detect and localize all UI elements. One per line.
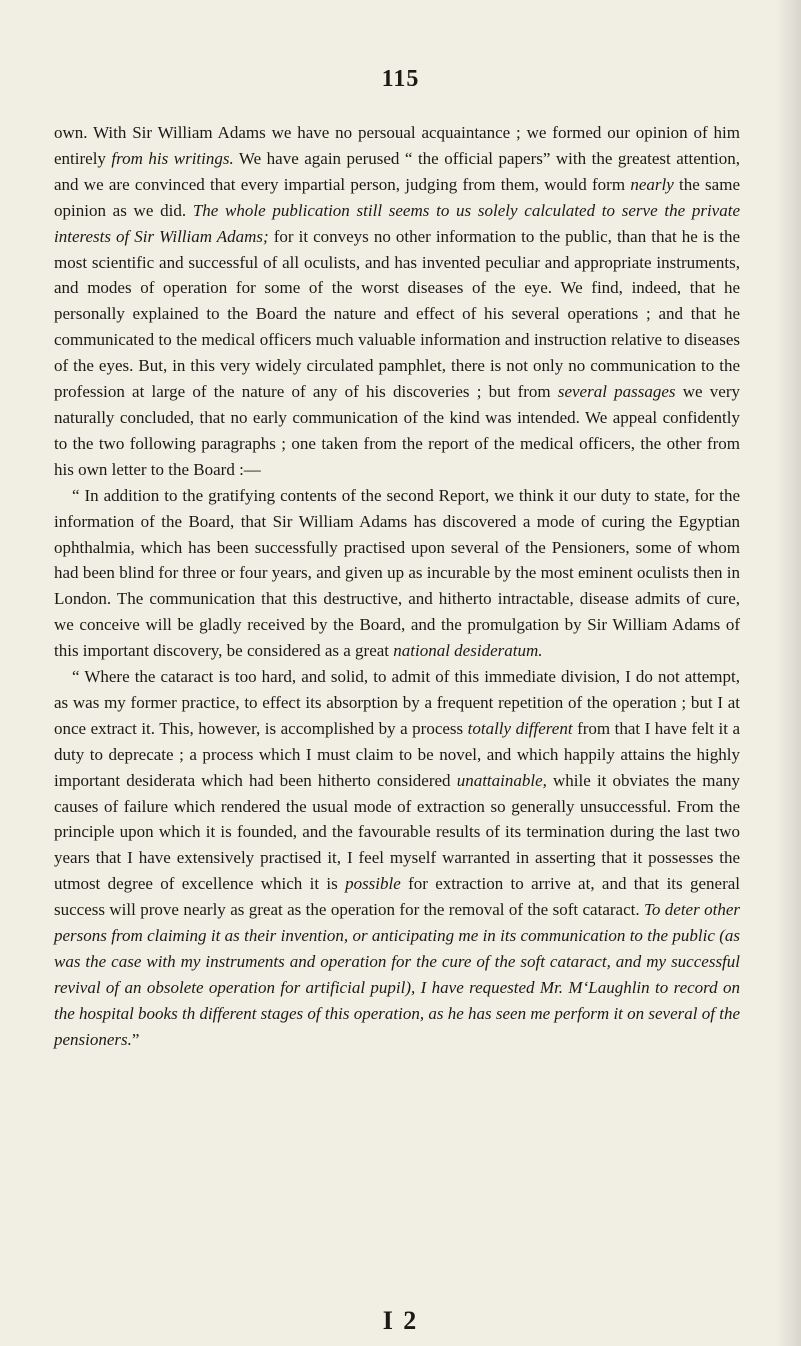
quote-paragraph-letter: “ Where the cataract is too hard, and solid, to admit of this immediate division, I do not attempt, as was my former practice, to effect its absorption by a frequent repetition of the operation ; but I at once extract it. This, however, is accomplished by a process totally different from that I have felt it a duty to deprecate ; a process which I must claim to be novel, and which happily attains the highly important desiderata which had been hitherto considered unattainable, while it obviates the many causes of failure which rendered the usual mode of extraction so generally unsuccessful. From the principle upon which it is founded, and the favourable results of its termination during the last two years that I have extensively practised it, I feel myself warranted in asserting that it possesses the utmost degree of excellence which it is possible for extraction to arrive at, and that its general success will prove nearly as great as the operation for the removal of the soft cataract. To deter other persons from claiming it as their invention, or anticipating me in its communication to the public (as was the case with my instruments and operation for the cure of the soft cataract, and my successful revival of an obsolete operation for artificial pupil), I have requested Mr. M‘Laughlin to record on the hospital books th different stages of this operation, as he has seen me perform it on several of the pensioners.” <box>54 667 741 1049</box>
paragraph-1: own. With Sir William Adams we have no persoual acquaintance ; we formed our opinion of him entirely from his writings. We have again perused “ the official papers” with the greatest attention, and we are convinced that every impartial person, judging from them, would form nearly the same opinion as we did. The whole publication still seems to us solely calculated to serve the private interests of Sir William Adams; for it conveys no other information to the public, than that he is the most scientific and successful of all oculists, and has invented peculiar and appropriate instruments, and modes of operation for some of the worst diseases of the eye. We find, indeed, that he personally explained to the Board the nature and effect of his several operations ; and that he communicated to the medical officers much valuable information and instruction relative to diseases of the eyes. But, in this very widely circulated pamphlet, there is not only no communication to the profession at large of the nature of any of his discoveries ; but from several passages we very naturally concluded, that no early communication of the kind was intended. We appeal confidently to the two following paragraphs ; one taken from the report of the medical officers, the other from his own letter to the Board :— <box>54 123 741 479</box>
signature-mark: I 2 <box>382 1306 419 1335</box>
quote-paragraph-medical-officers: “ In addition to the gratifying contents of the second Report, we think it our duty to state, for the information of the Board, that Sir William Adams has discovered a mode of curing the Egyptian ophthalmia, which has been successfully practised upon several of the Pensioners, some of whom had been blind for three or four years, and given up as incurable by the most eminent oculists then in London. The communication that this destructive, and hitherto intractable, disease admits of cure, we conceive will be gladly received by the Board, and the promulgation by Sir William Adams of this important discovery, be considered as a great national desideratum. <box>54 485 740 661</box>
page-edge-shadow <box>775 0 801 1346</box>
page-number: 115 <box>381 66 420 92</box>
body-text <box>54 120 740 1053</box>
